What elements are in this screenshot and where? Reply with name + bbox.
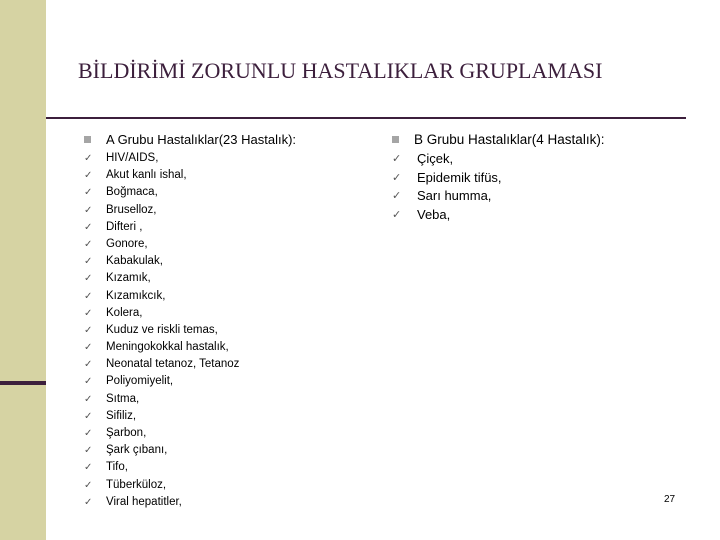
checkmark-icon: ✓	[392, 171, 402, 184]
checkmark-icon: ✓	[84, 153, 93, 164]
list-item	[392, 150, 605, 169]
list-item	[84, 339, 296, 356]
list-item-label: Tifo,	[106, 461, 128, 474]
list-item	[84, 477, 296, 494]
checkmark-icon: ✓	[84, 376, 93, 388]
list-item	[84, 150, 296, 167]
list-item-label: Epidemik tifüs,	[417, 169, 502, 185]
list-item	[84, 202, 296, 219]
list-item-label: Boğmaca,	[106, 186, 158, 199]
list-item-label: Sarı humma,	[417, 188, 492, 203]
list-item	[84, 270, 296, 287]
list-item-label: Difteri ,	[106, 220, 143, 233]
list-item	[84, 494, 296, 511]
list-item	[84, 442, 296, 459]
checkmark-icon: ✓	[84, 187, 93, 199]
checkmark-icon: ✓	[392, 208, 402, 221]
list-item-label: Meningokokkal hastalık,	[106, 341, 229, 354]
list-item	[84, 305, 296, 322]
list-item	[84, 391, 296, 408]
list-item-label: Poliyomiyelit,	[106, 375, 174, 388]
checkmark-icon: ✓	[84, 290, 93, 302]
list-item	[84, 184, 296, 201]
list-item	[84, 236, 296, 253]
list-item-label: Çiçek,	[417, 151, 454, 166]
checkmark-icon: ✓	[84, 204, 93, 216]
list-item	[84, 373, 296, 390]
list-item-label: Kolera,	[106, 306, 143, 319]
list-item	[84, 425, 296, 442]
checkmark-icon: ✓	[84, 496, 93, 508]
side-band	[0, 0, 46, 540]
page-number: 27	[664, 494, 676, 505]
list-item-label: Veba,	[417, 206, 451, 222]
checkmark-icon: ✓	[84, 462, 93, 474]
checkmark-icon: ✓	[84, 307, 93, 319]
checkmark-icon: ✓	[84, 170, 93, 182]
list-item	[84, 408, 296, 425]
side-accent-bar	[0, 381, 46, 385]
slide-title: BİLDİRİMİ ZORUNLU HASTALIKLAR GRUPLAMASI	[78, 58, 603, 83]
list-item-label: Kızamıkcık,	[106, 289, 166, 302]
checkmark-icon: ✓	[84, 273, 93, 285]
checkmark-icon: ✓	[84, 221, 93, 233]
checkmark-icon: ✓	[84, 479, 93, 491]
list-item	[84, 459, 296, 476]
group-a-list	[84, 150, 296, 511]
square-bullet-icon	[84, 136, 91, 143]
list-item-label: Kuduz ve riskli temas,	[106, 323, 218, 336]
checkmark-icon: ✓	[84, 342, 93, 354]
checkmark-icon: ✓	[84, 428, 93, 439]
checkmark-icon: ✓	[84, 256, 93, 268]
list-item	[392, 169, 605, 188]
checkmark-icon: ✓	[84, 410, 93, 422]
list-item-label: Şark çıbanı,	[106, 444, 168, 457]
list-item-label: Kızamık,	[106, 272, 151, 285]
list-item	[392, 206, 605, 225]
list-item-label: Viral hepatitler,	[106, 495, 182, 508]
square-bullet-icon	[392, 136, 399, 143]
group-a-heading-row	[84, 128, 296, 150]
list-item	[84, 322, 296, 339]
list-item-label: Bruselloz,	[106, 203, 157, 216]
list-item	[84, 288, 296, 305]
checkmark-icon: ✓	[84, 393, 93, 405]
list-item-label: Akut kanlı ishal,	[106, 169, 187, 182]
checkmark-icon: ✓	[84, 445, 93, 457]
list-item	[392, 187, 605, 206]
checkmark-icon: ✓	[84, 238, 93, 250]
group-b-list	[392, 150, 605, 224]
list-item-label: Kabakulak,	[106, 255, 163, 268]
list-item-label: Sifiliz,	[106, 409, 137, 422]
list-item-label: HIV/AIDS,	[106, 152, 159, 164]
list-item-label: Tüberküloz,	[106, 478, 167, 491]
list-item-label: Şarbon,	[106, 427, 147, 439]
group-b-heading-row	[392, 128, 605, 150]
checkmark-icon: ✓	[84, 359, 93, 371]
list-item	[84, 253, 296, 270]
group-a-heading: A Grubu Hastalıklar(23 Hastalık):	[106, 131, 297, 147]
list-item-label: Sıtma,	[106, 392, 140, 405]
checkmark-icon: ✓	[392, 153, 402, 165]
list-item	[84, 356, 296, 373]
list-item	[84, 219, 296, 236]
checkmark-icon: ✓	[392, 190, 402, 202]
checkmark-icon: ✓	[84, 324, 93, 336]
group-b-column	[392, 128, 605, 224]
title-divider	[46, 117, 686, 119]
list-item-label: Gonore,	[106, 237, 148, 250]
list-item-label: Neonatal tetanoz, Tetanoz	[106, 358, 240, 371]
group-a-column	[84, 128, 296, 511]
group-b-heading: B Grubu Hastalıklar(4 Hastalık):	[414, 131, 605, 147]
list-item	[84, 167, 296, 184]
